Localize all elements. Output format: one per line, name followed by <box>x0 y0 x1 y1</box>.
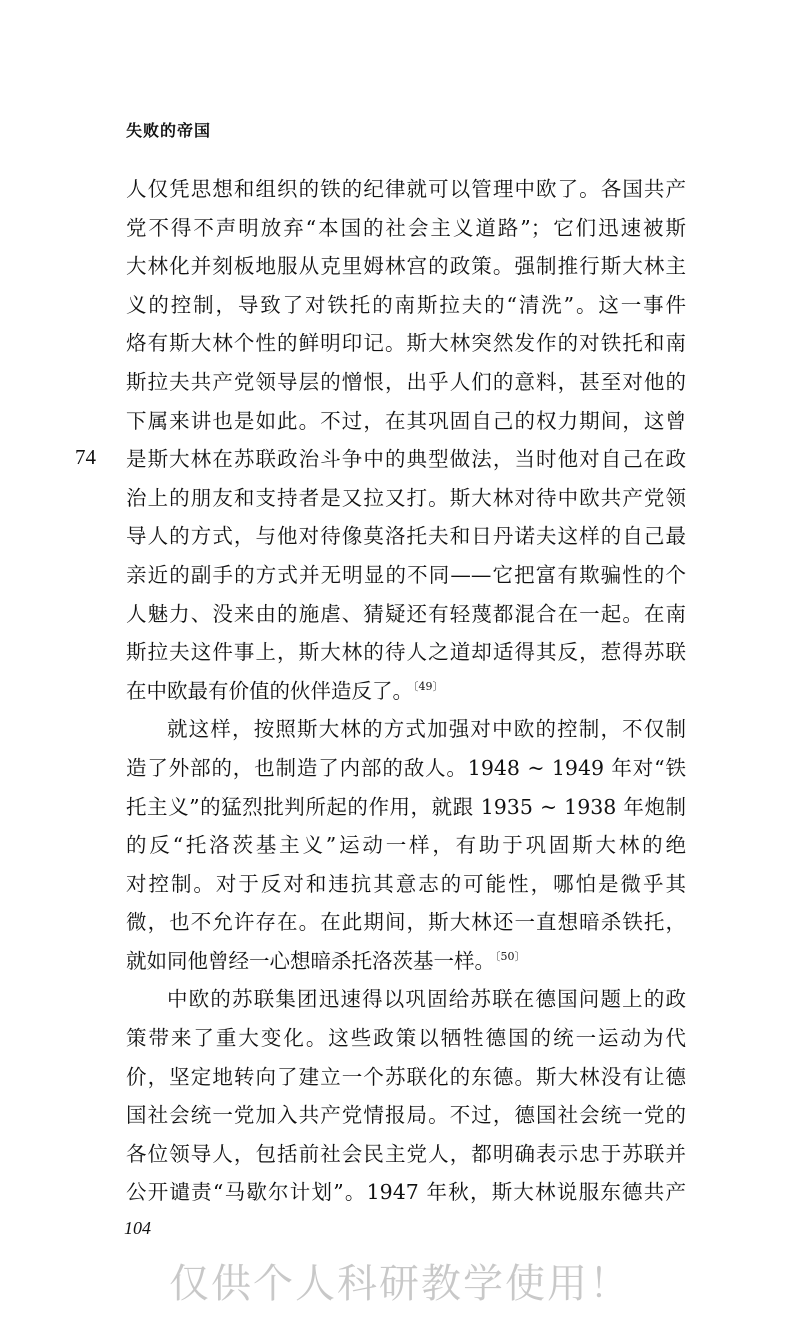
text-line: 公开谴责“马歇尔计划”。1947 年秋，斯大林说服东德共产 <box>126 1180 686 1205</box>
text-line: 的反“托洛茨基主义”运动一样，有助于巩固斯大林的绝 <box>126 833 686 858</box>
text-line <box>126 942 686 981</box>
watermark-text: 仅供个人科研教学使用！ <box>169 1261 631 1307</box>
text-line: 对控制。对于反对和违抗其意志的可能性，哪怕是微乎其 <box>126 871 686 896</box>
text-line: 人仅凭思想和组织的铁的纪律就可以管理中欧了。各国共产 <box>126 177 686 201</box>
text-line: 国社会统一党加入共产党情报局。不过，德国社会统一党的 <box>126 1103 686 1128</box>
paragraph-first-line: 中欧的苏联集团迅速得以巩固给苏联在德国问题上的政 <box>167 987 686 1012</box>
endnote-marker: 〔50〕 <box>495 950 526 964</box>
text-line: 斯拉夫共产党领导层的憎恨，出乎人们的意料，甚至对他的 <box>126 369 686 394</box>
text-line: 大林化并刻板地服从克里姆林宫的政策。强制推行斯大林主 <box>126 254 686 279</box>
text-line: 治上的朋友和支持者是又拉又打。斯大林对待中欧共产党领 <box>126 485 686 510</box>
endnote-marker: 〔49〕 <box>413 679 444 693</box>
page-folio: 104 <box>124 1218 151 1238</box>
text-line: 斯拉夫这件事上，斯大林的待人之道却适得其反，惹得苏联 <box>126 640 686 665</box>
text-line: 人魅力、没来由的施虐、猜疑还有轻蔑都混合在一起。在南 <box>126 601 686 626</box>
text-line-content: 在中欧最有价值的伙伴造反了。 <box>126 678 413 703</box>
text-line: 亲近的副手的方式并无明显的不同——它把富有欺骗性的个 <box>126 562 686 587</box>
text-line: 各位领导人，包括前社会民主党人，都明确表示忠于苏联并 <box>126 1141 686 1166</box>
text-line-content: 就如同他曾经一心想暗杀托洛茨基一样。 <box>126 948 495 973</box>
body-text <box>126 170 686 1212</box>
text-line: 造了外部的，也制造了内部的敌人。1948 ~ 1949 年对“铁 <box>126 755 686 780</box>
text-line: 下属来讲也是如此。不过，在其巩固自己的权力期间，这曾 <box>126 408 686 433</box>
text-line: 策带来了重大变化。这些政策以牺牲德国的统一运动为代 <box>126 1026 686 1051</box>
text-line: 托主义”的猛烈批判所起的作用，就跟 1935 ~ 1938 年炮制 <box>126 794 686 819</box>
running-head: 失败的帝国 <box>126 121 212 140</box>
text-line: 微，也不允许存在。在此期间，斯大林还一直想暗杀铁托， <box>126 910 686 935</box>
margin-page-number: 74 <box>75 445 96 469</box>
text-line <box>126 672 686 711</box>
text-line: 烙有斯大林个性的鲜明印记。斯大林突然发作的对铁托和南 <box>126 331 686 356</box>
paragraph-first-line: 就这样，按照斯大林的方式加强对中欧的控制，不仅制 <box>167 717 686 742</box>
text-line: 价，坚定地转向了建立一个苏联化的东德。斯大林没有让德 <box>126 1064 686 1089</box>
text-line: 义的控制，导致了对铁托的南斯拉夫的“清洗”。这一事件 <box>126 292 686 317</box>
text-line: 是斯大林在苏联政治斗争中的典型做法，当时他对自己在政 <box>126 447 686 472</box>
text-line: 导人的方式，与他对待像莫洛托夫和日丹诺夫这样的自己最 <box>126 524 686 549</box>
text-line: 党不得不声明放弃“本国的社会主义道路”；它们迅速被斯 <box>126 215 686 240</box>
